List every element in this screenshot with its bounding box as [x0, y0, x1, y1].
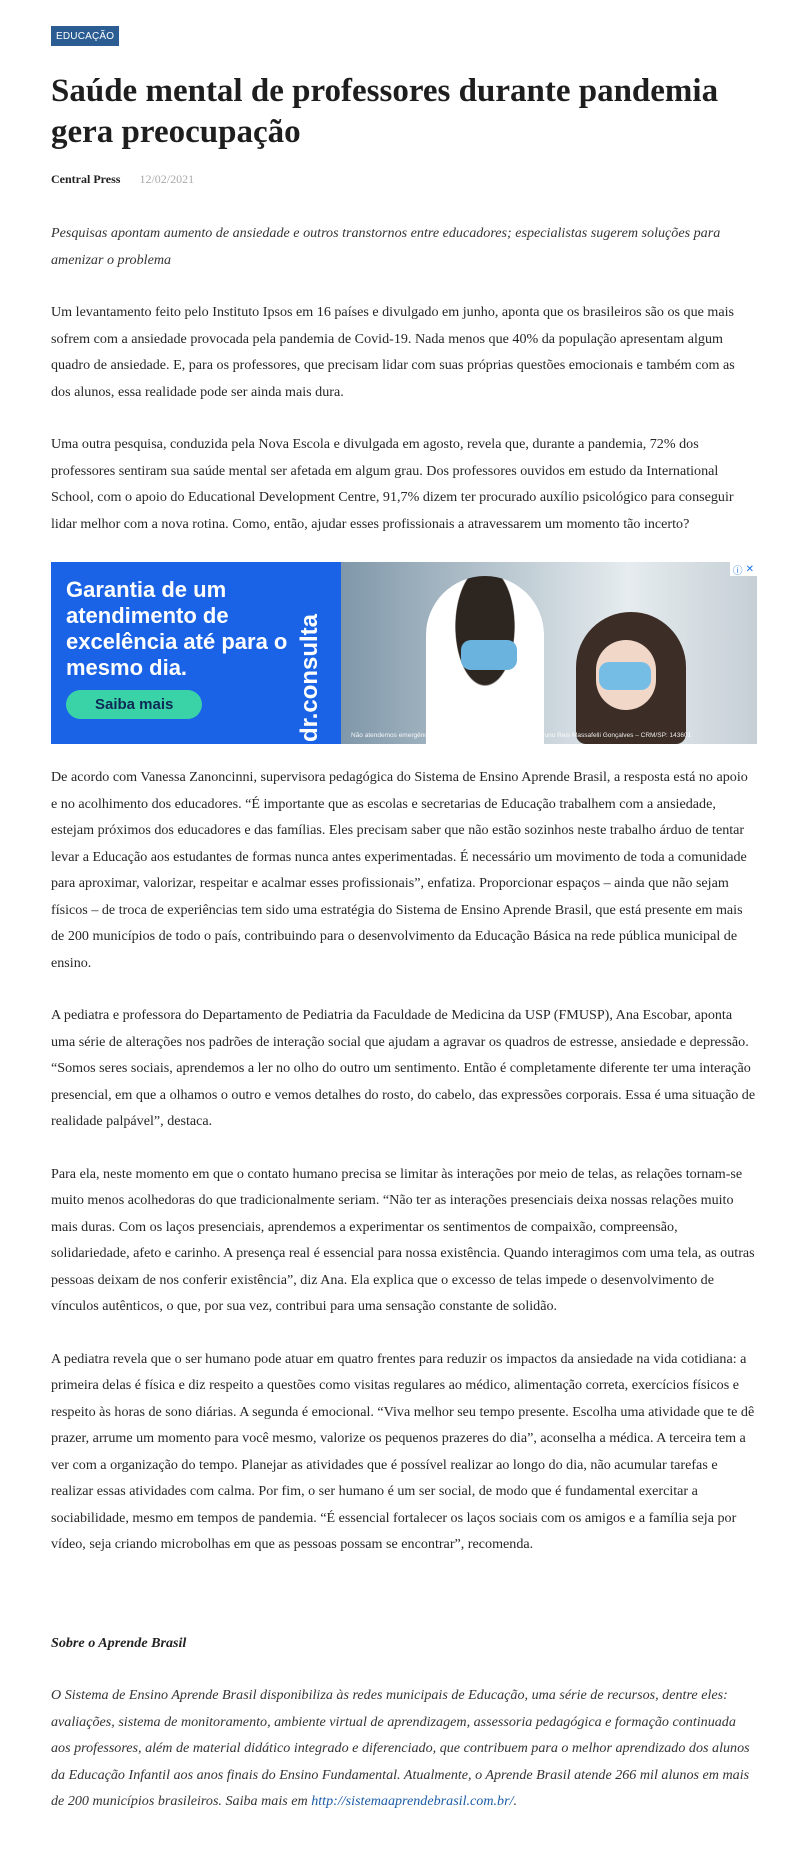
category-badge[interactable]: EDUCAÇÃO — [51, 26, 119, 46]
about-text — [51, 1682, 757, 1815]
paragraph: Para ela, neste momento em que o contato humano precisa se limitar às interações por meio de telas, as relações tornam-se muito menos acolhedoras do que tradicionalmente seriam. “Não ter as interações presenciais deixa nossas relações muito mais duras. Com os laços presenciais, aprendemos a experimentar os sentimentos de compaixão, compreensão, solidariedade, afeto e carinho. A presença real é essencial para nossa existência. Quando interagimos com uma tela, as outras pessoas deixam de nos conferir existência”, diz Ana. Ela explica que o excesso de telas impede o desenvolvimento de vínculos autênticos, o que, por sua vez, contribui para uma sensação constante de solidão. — [51, 1165, 755, 1314]
close-icon[interactable]: ✕ — [745, 563, 754, 575]
publish-date: 12/02/2021 — [139, 172, 195, 186]
about-heading: Sobre o Aprende Brasil — [51, 1634, 187, 1651]
about-link[interactable]: http://sistemaaprendebrasil.com.br/ — [311, 1793, 514, 1809]
info-icon[interactable]: ⓘ — [732, 565, 743, 577]
about-body: O Sistema de Ensino Aprende Brasil disponibiliza às redes municipais de Educação, uma série de recursos, dentre eles: avaliações, sistema de monitoramento, ambiente virtual de aprendizagem, assessoria pedagógica e formação continuada aos professores, além de material didático integrado e diferenciado, que contribuem para o melhor aprendizado dos alunos da Educação Infantil aos anos finais do Ensino Fundamental. Atualmente, o Aprende Brasil atende 266 mil alunos em mais de 200 municípios brasileiros. Saiba mais em — [51, 1687, 750, 1809]
mask-shape — [461, 640, 517, 670]
mask-shape — [599, 662, 651, 690]
advertisement-banner[interactable] — [51, 562, 757, 744]
ad-controls — [730, 562, 757, 576]
paragraph: Uma outra pesquisa, conduzida pela Nova Escola e divulgada em agosto, revela que, durante a pandemia, 72% dos professores sentiram sua saúde mental ser afetada em algum grau. Dos professores ouvidos em estudo da International School, com o apoio do Educational Development Centre, 91,7% dizem ter procurado auxílio psicológico para conseguir lidar melhor com a nova rotina. Como, então, ajudar esses profissionais a atravessarem um momento tão incerto? — [51, 436, 734, 532]
ad-headline: Garantia de um atendimento de excelência até para o mesmo dia. — [66, 577, 288, 680]
paragraph: Um levantamento feito pelo Instituto Ipsos em 16 países e divulgado em junho, aponta que os brasileiros são os que mais sofrem com a ansiedade provocada pela pandemia de Covid-19. Nada menos que 40% da população apresentam algum quadro de ansiedade. E, para os professores, que precisam lidar com suas próprias questões emocionais e também com as dos alunos, essa realidade pode ser ainda mais dura. — [51, 304, 735, 400]
paragraph: A pediatra e professora do Departamento de Pediatria da Faculdade de Medicina da USP (FMUSP), Ana Escobar, aponta uma série de alterações nos padrões de interação social que ajudam a agravar os quadros de estresse, ansiedade e depressão. “Somos seres sociais, aprendemos a ler no olho do outro um sentimento. Então é completamente diferente ter uma interação presencial, em que a olhamos o outro e vemos detalhes do rosto, do cabelo, das expressões corporais. Essa é uma situação de realidade palpável”, destaca. — [51, 1007, 756, 1129]
author-name[interactable]: Central Press — [51, 172, 121, 186]
paragraph: De acordo com Vanessa Zanoncinni, supervisora pedagógica do Sistema de Ensino Aprende Brasil, a resposta está no apoio e no acolhimento dos educadores. “É importante que as escolas e secretarias de Educação trabalhem com a ansiedade, estejam próximos dos educadores e das famílias. Eles precisam saber que não estão sozinhos neste trabalho árduo de tentar levar a Educação aos estudantes de formas nunca antes experimentadas. É necessário um movimento de toda a comunidade para aproximar, valorizar, respeitar e acalmar esses profissionais”, enfatiza. Proporcionar espaços – ainda que não sejam físicos – de troca de experiências tem sido uma estratégia do Sistema de Ensino Aprende Brasil, que está presente em mais de 200 municípios de todo o país, contribuindo para o desenvolvimento da Educação Básica na rede pública municipal de ensino. — [51, 769, 748, 971]
article-body — [51, 273, 757, 1558]
article-title: Saúde mental de professores durante pandemia gera preocupação — [51, 73, 719, 150]
ad-cta-button[interactable]: Saiba mais — [66, 690, 202, 719]
paragraph: A pediatra revela que o ser humano pode atuar em quatro frentes para reduzir os impactos da ansiedade na vida cotidiana: a primeira delas é física e diz respeito a questões como visitas regulares ao médico, alimentação correta, exercícios físicos e respeito às horas de sono diárias. A segunda é emocional. “Viva melhor seu tempo presente. Escolha uma atividade que te dê prazer, arrume um momento para você mesmo, valorize os pequenos prazeres do dia”, aconselha a médica. A terceira tem a ver com a organização do tempo. Planejar as atividades que é possível realizar ao longo do dia, não acumular tarefas e realizar essas atividades com calma. Por fim, o ser humano é um ser social, de modo que é fundamental exercitar a sociabilidade, mesmo em tempos de pandemia. “É essencial fortalecer os laços sociais com os amigos e a família seja por vídeo, seja criando microbolhas em que as pessoas possam se encontrar”, recomenda. — [51, 1350, 755, 1552]
about-section — [51, 1656, 757, 1815]
about-end: . — [513, 1793, 518, 1809]
ad-disclaimer: Não atendemos emergências. Responsável Técnico Médico: Dr. Bruno Reis Massafelli Gonçalves – CRM/SP: 143601 — [351, 732, 692, 739]
article-meta — [51, 171, 757, 187]
article-lead: Pesquisas apontam aumento de ansiedade e outros transtornos entre educadores; especialistas sugerem soluções para amenizar o problema — [51, 225, 721, 268]
ad-brand-logo: dr.consulta — [296, 613, 323, 742]
